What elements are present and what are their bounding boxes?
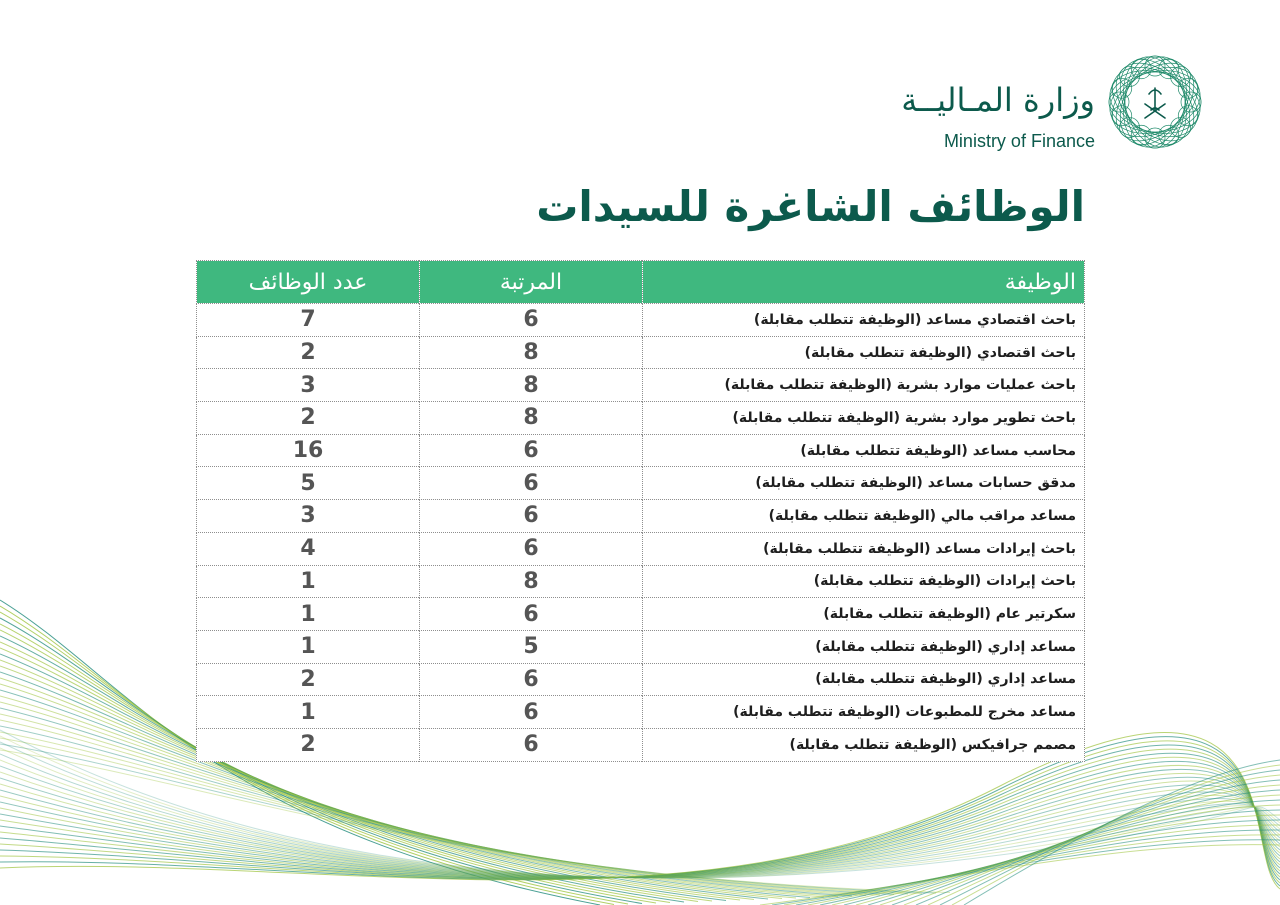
table-row <box>197 630 1085 663</box>
job-count-cell: 2 <box>197 402 420 435</box>
table-row <box>197 565 1085 598</box>
table-row <box>197 500 1085 533</box>
grade-cell: 8 <box>420 402 643 435</box>
table-row <box>197 434 1085 467</box>
job-count-cell: 1 <box>197 565 420 598</box>
page-title: الوظائف الشاغرة للسيدات <box>536 182 1085 231</box>
header-job-title: الوظيفة <box>643 261 1085 304</box>
grade-cell: 6 <box>420 304 643 337</box>
job-count-cell: 1 <box>197 696 420 729</box>
table-row <box>197 728 1085 761</box>
job-title-cell: مساعد إداري (الوظيفة تتطلب مقابلة) <box>643 663 1085 696</box>
job-title-cell: باحث اقتصادي (الوظيفة تتطلب مقابلة) <box>643 336 1085 369</box>
job-count-cell: 3 <box>197 500 420 533</box>
job-count-cell: 16 <box>197 434 420 467</box>
logo-english-name: Ministry of Finance <box>943 131 1095 151</box>
job-title-cell: مصمم جرافيكس (الوظيفة تتطلب مقابلة) <box>643 728 1085 761</box>
grade-cell: 8 <box>420 336 643 369</box>
job-title-cell: باحث إيرادات مساعد (الوظيفة تتطلب مقابلة) <box>643 532 1085 565</box>
table-row <box>197 336 1085 369</box>
job-count-cell: 2 <box>197 728 420 761</box>
grade-cell: 6 <box>420 598 643 631</box>
table-row <box>197 304 1085 337</box>
job-title-cell: مساعد مخرج للمطبوعات (الوظيفة تتطلب مقابلة) <box>643 696 1085 729</box>
job-title-cell: مساعد إداري (الوظيفة تتطلب مقابلة) <box>643 630 1085 663</box>
job-count-cell: 1 <box>197 598 420 631</box>
grade-cell: 8 <box>420 369 643 402</box>
table-row <box>197 369 1085 402</box>
table-row <box>197 598 1085 631</box>
grade-cell: 6 <box>420 663 643 696</box>
grade-cell: 6 <box>420 500 643 533</box>
grade-cell: 6 <box>420 728 643 761</box>
grade-cell: 6 <box>420 532 643 565</box>
job-count-cell: 7 <box>197 304 420 337</box>
job-count-cell: 4 <box>197 532 420 565</box>
ministry-logo <box>901 52 1205 162</box>
table-row <box>197 696 1085 729</box>
logo-arabic-name: وزارة المـاليــة <box>901 81 1095 119</box>
grade-cell: 6 <box>420 467 643 500</box>
job-title-cell: مدقق حسابات مساعد (الوظيفة تتطلب مقابلة) <box>643 467 1085 500</box>
grade-cell: 5 <box>420 630 643 663</box>
header-grade: المرتبة <box>420 261 643 304</box>
job-count-cell: 5 <box>197 467 420 500</box>
job-title-cell: باحث إيرادات (الوظيفة تتطلب مقابلة) <box>643 565 1085 598</box>
grade-cell: 6 <box>420 696 643 729</box>
job-count-cell: 1 <box>197 630 420 663</box>
header-job-count: عدد الوظائف <box>197 261 420 304</box>
job-title-cell: باحث عمليات موارد بشرية (الوظيفة تتطلب مقابلة) <box>643 369 1085 402</box>
grade-cell: 8 <box>420 565 643 598</box>
job-title-cell: محاسب مساعد (الوظيفة تتطلب مقابلة) <box>643 434 1085 467</box>
job-title-cell: مساعد مراقب مالي (الوظيفة تتطلب مقابلة) <box>643 500 1085 533</box>
table-row <box>197 402 1085 435</box>
table-row <box>197 532 1085 565</box>
table-header-row <box>197 261 1085 304</box>
grade-cell: 6 <box>420 434 643 467</box>
job-count-cell: 3 <box>197 369 420 402</box>
job-title-cell: سكرتير عام (الوظيفة تتطلب مقابلة) <box>643 598 1085 631</box>
job-count-cell: 2 <box>197 336 420 369</box>
vacancies-table <box>196 260 1085 762</box>
ministry-emblem-icon <box>1105 52 1205 152</box>
table-row <box>197 467 1085 500</box>
table-row <box>197 663 1085 696</box>
job-title-cell: باحث اقتصادي مساعد (الوظيفة تتطلب مقابلة) <box>643 304 1085 337</box>
job-count-cell: 2 <box>197 663 420 696</box>
job-title-cell: باحث تطوير موارد بشرية (الوظيفة تتطلب مقابلة) <box>643 402 1085 435</box>
